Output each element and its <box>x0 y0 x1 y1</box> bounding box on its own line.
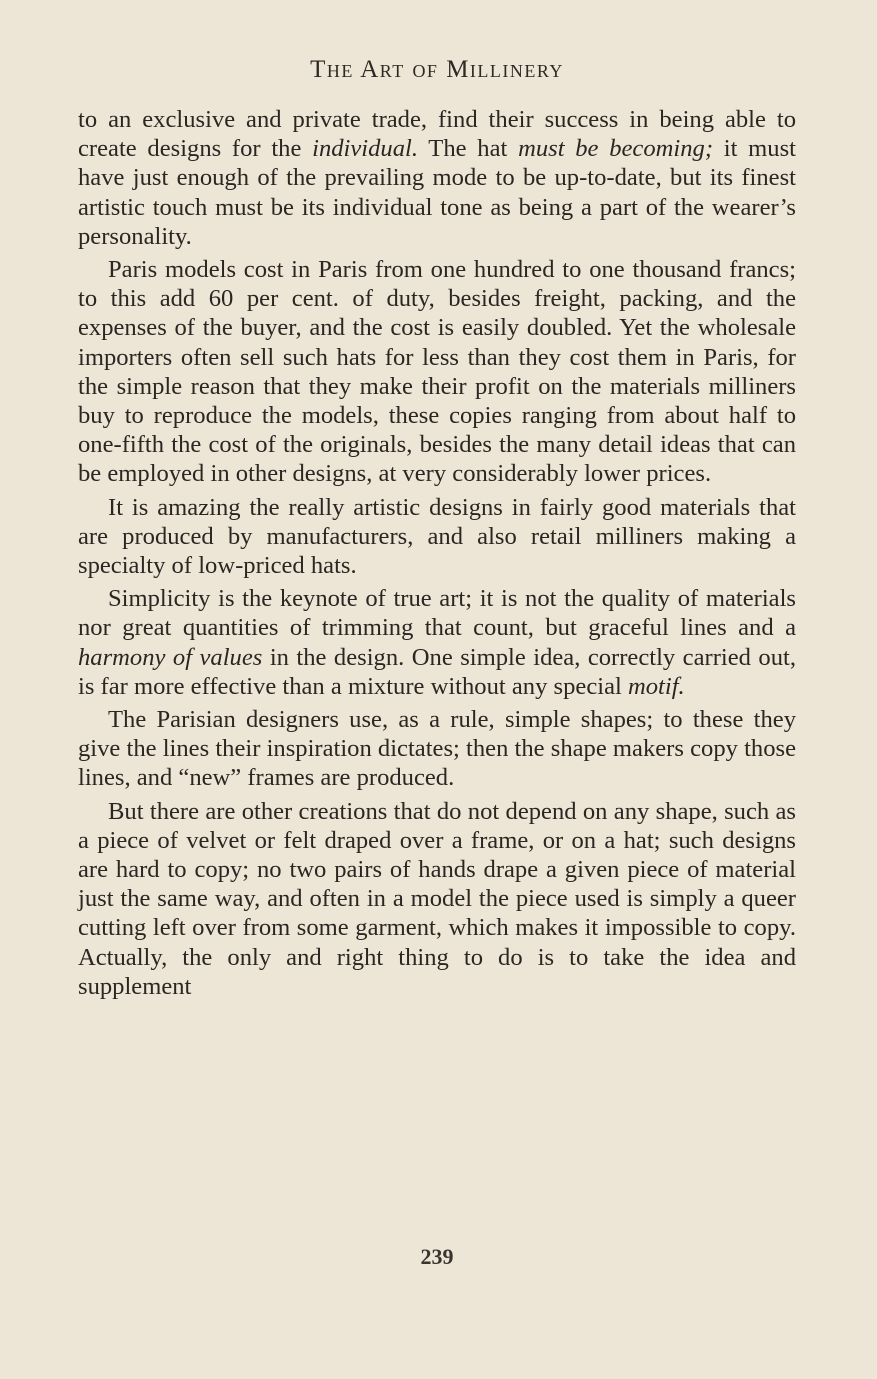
paragraph-4-emphasis-b: motif. <box>627 672 685 700</box>
running-header: The Art of Millinery <box>310 56 564 83</box>
paragraph-1-emphasis-b: must be becoming; <box>518 135 714 163</box>
paragraph-1-text-c: it must have just enough of the prevailing mode to be up-to-date, but its finest artistic touch must be its individual tone as being a part of the wearer’s personality. <box>78 135 796 250</box>
paragraph-1 <box>78 105 796 251</box>
paragraph-6: But there are other creations that do not depend on any shape, such as a piece of velvet or felt draped over a frame, or on a hat; such designs are hard to copy; no two pairs of hands drape a given piece of material just the same way, and often in a model the piece used is simply a queer cutting left over from some garment, which makes it impossible to copy. Actually, the only and right thing to do is to take the idea and supplement <box>78 797 796 1000</box>
paragraph-4-text-b: in the design. One simple idea, correctly carried out, is far more effective than a mixture without any special <box>78 643 796 700</box>
paragraph-2: Paris models cost in Paris from one hundred to one thousand francs; to this add 60 per cent. of duty, besides freight, packing, and the expenses of the buyer, and the cost is easily doubled. Yet the wholesale importers often sell such hats for less than they cost them in Paris, for the simple reason that they make their profit on the materials milliners buy to reproduce the models, these copies ranging from about half to one-fifth the cost of the originals, besides the many detail ideas that can be employed in other designs, at very considerably lower prices. <box>78 256 796 488</box>
paragraph-1-emphasis-a: individual. <box>312 135 419 163</box>
paragraph-3: It is amazing the really artistic designs in fairly good materials that are produced by manufacturers, and also retail milliners making a specialty of low-priced hats. <box>78 493 796 580</box>
paragraph-4-text-a: Simplicity is the keynote of true art; it is not the quality of materials nor great quantities of trimming that count, but graceful lines and a <box>78 585 796 642</box>
book-page <box>78 0 796 1379</box>
paragraph-1-text-a: to an exclusive and private trade, find their success in being able to create designs for the <box>78 106 796 163</box>
paragraph-4 <box>78 584 796 701</box>
paragraph-4-emphasis-a: harmony of values <box>78 643 263 671</box>
paragraph-1-text-b: The hat <box>418 135 519 163</box>
paragraph-5: The Parisian designers use, as a rule, simple shapes; to these they give the lines their inspiration dictates; then the shape makers copy those lines, and “new” frames are produced. <box>78 706 796 792</box>
page-number: 239 <box>420 1244 454 1269</box>
body-text <box>78 105 796 1001</box>
